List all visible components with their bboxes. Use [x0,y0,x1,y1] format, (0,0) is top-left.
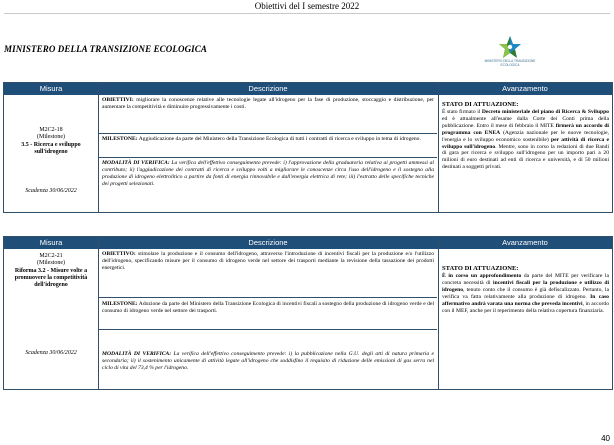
logo-caption: MINISTERO DELLA TRANSIZIONE ECOLOGICA [484,59,536,67]
milestone-label: MILESTONE: [102,136,138,142]
status-text: . Mentre, sono in corso la redazioni di due Bandi di gara per ricerca e sviluppo sull'idrogeno per un importo pari a 20 milioni di euro destinati ad enti di ricerca e università, e di 50 milioni destinati a soggetti privati. [442,143,610,171]
status-text-bold: Decreto ministeriale del piano di Ricerca & Sviluppo [481,109,609,115]
measure-code: M2C2-18 [39,127,63,133]
status-text-bold: incentivi fiscali per la produzione e utilizzo di idrogeno [442,279,609,293]
ministry-logo [480,35,540,71]
status-text-bold: In caso affermativo andrà varata una norma che preveda incentivi [442,293,609,307]
measure-title: 3.5 - Ricerca e sviluppo sull'idrogeno [21,141,81,155]
column-header-descrizione: Descrizione [248,238,288,247]
verification-text: La verifica dell'effettivo conseguimento prevede: i) l'approvazione della graduatoria relativa ai progetti ammessi al contributo; ii) l'aggiudicazione dei contratti di ricerca e sviluppo volti a migliorare le conoscenze circa l'uso dell'idrogeno e il sostegno alla produzione di idrogeno elettrolitico a partire da fonti di energia rinnovabile e dall'energia elettrica di rete; iii) l'estratto delle specifiche tecniche dei progetti selezionati. [102,160,434,187]
measure-code: M2C2-21 [39,253,63,259]
objective-text: stimolare la produzione e il consumo dell'idrogeno, attraverso l'introduzione di incentivi fiscali per la produzione e/o l'utilizzo dell'idrogeno, specificando misure per il consumo di idrogeno verde nel settore dei trasporti mediante la revisione della tassazione dei prodotti energetici. [102,251,434,271]
table-header [4,237,612,249]
column-header-misura: Misura [39,238,63,247]
status-text: ed è attualmente all'esame dalla Corte dei Conti prima della pubblicazione. Entro il mese di febbraio il MITE [442,115,609,129]
measure-table-2 [3,236,613,390]
status-text-bold: per attività di ricerca e sviluppo sull'idrogeno [442,136,609,150]
star-logo-icon [480,35,540,61]
measure-type: (Milestone) [37,260,65,267]
milestone-block [99,134,437,156]
column-header-misura: Misura [39,84,63,93]
verification-block [99,349,437,389]
milestone-label: MILESTONE: [102,301,138,307]
row-divider [99,329,437,330]
objective-label: OBIETTIVO: [102,251,136,257]
objectives-block [99,95,437,133]
column-header-descrizione: Descrizione [248,84,288,93]
status-label: STATO DI ATTUAZIONE: [442,265,519,272]
implementation-status [439,99,612,173]
status-text: (Agenzia nazionale per le nuove tecnologie, l'energia e lo sviluppo economico sostenibile) [442,129,609,143]
column-header-avanzamento: Avanzamento [502,238,548,247]
objectives-text: migliorare la conoscenze relative alle tecnologie legate all'idrogeno per la fase di produzione, stoccaggio e distribuzione, per aumentare la competitività e diminuire progressivamente i costi. [102,97,434,110]
page-number: 40 [601,434,610,443]
measure-type: (Milestone) [37,134,65,141]
status-text-bold: firmerà un accordo di programma con ENEA [442,122,609,136]
objective-block [99,249,437,296]
verification-label: MODALITÀ DI VERIFICA: [102,351,172,357]
status-label: STATO DI ATTUAZIONE: [442,101,519,108]
implementation-status [439,263,612,316]
milestone-text: Aggiudicazione da parte del Ministero della Transizione Ecologica di tutti i contratti di ricerca e sviluppo in tema di idrogeno. [137,136,421,142]
column-header-avanzamento: Avanzamento [502,84,548,93]
status-text: , tenuto conto che il consumo è già defiscalizzato. Pertanto, la verifica va fatta relativamente alla produzione di idrogeno. [442,286,609,300]
verification-label: MODALITÀ DI VERIFICA: [102,160,170,166]
row-divider [99,297,437,298]
table-header [4,83,612,95]
measure-cell [4,127,98,156]
status-text: da parte del MITE per verificare la concreta necessità di [442,273,609,286]
milestone-text: Adozione da parte del Ministero della Transizione Ecologica di incentivi fiscali a sostegno della produzione di idrogeno verde e del consumo di idrogeno verde nel settore dei trasporti. [102,301,434,314]
measure-title: Riforma 3.2 - Misure volte a promuovere la competitività dell'idrogeno [14,267,88,289]
objectives-label: OBIETTIVI: [102,97,134,103]
page-header: Obiettivi del I semestre 2022 [254,1,360,11]
measure-deadline: Scadenza 30/06/2022 [25,188,77,194]
measure-deadline: Scadenza 30/06/2022 [25,350,77,356]
verification-block [99,158,437,213]
ministry-title: MINISTERO DELLA TRANSIZIONE ECOLOGICA [4,44,207,54]
status-text: È stato firmato il [442,109,482,115]
status-text-bold: È in corso un approfondimento [442,273,522,279]
header-divider [4,13,610,14]
verification-text: La verifica dell'effettivo conseguimento prevede: i) la pubblicazione nella G.U. degli atti di natura primaria e secondaria; ii) il sostenimento unicamente di attività legate all'idrogeno che soddisfino il requisito di riduzione delle emissioni di gas serra nel ciclo di vita del 73,4 % per l'idrogeno. [102,351,434,371]
status-text: , in accordo con il MEF, anche per il reperimento della relativa copertura finanziaria. [442,300,609,314]
measure-cell [4,253,98,289]
milestone-block [99,299,437,329]
measure-table-1 [3,82,613,213]
